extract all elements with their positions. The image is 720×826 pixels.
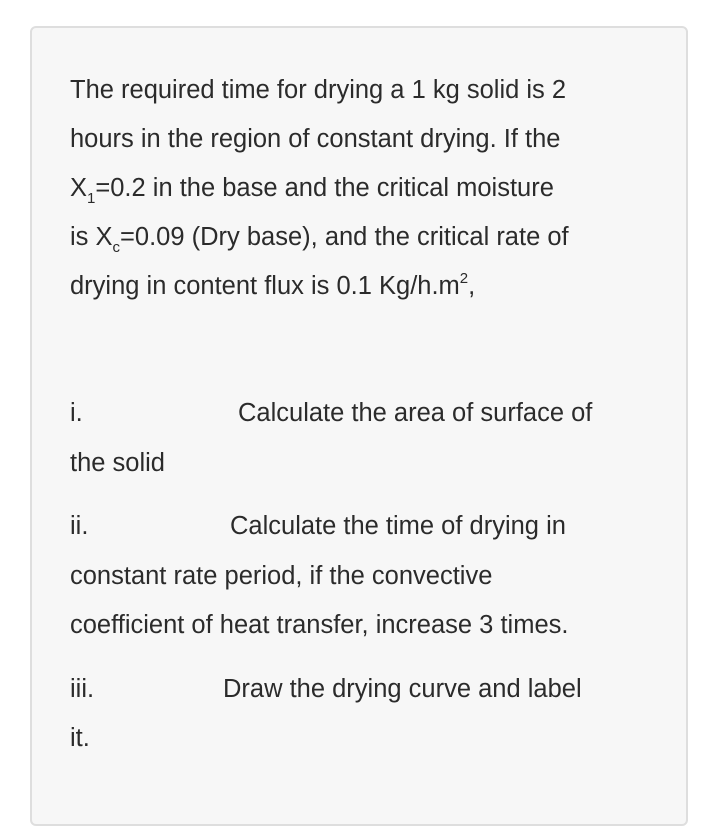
question-card <box>30 26 688 826</box>
problem-line-4 <box>70 213 569 262</box>
task-text-continued: coefficient of heat transfer, increase 3 times. <box>70 611 569 639</box>
task-text-continued: constant rate period, if the convective <box>70 562 493 590</box>
xc-prefix: is X <box>70 223 113 251</box>
problem-line-1: The required time for drying a 1 kg solid is 2 <box>70 76 567 104</box>
task-text-continued: the solid <box>70 449 165 477</box>
task-text: Calculate the area of surface of <box>238 399 593 427</box>
flux-comma: , <box>468 272 476 300</box>
task-marker: i. <box>70 399 83 427</box>
x1-subscript: 1 <box>87 190 96 207</box>
task-marker: ii. <box>70 512 89 540</box>
task-text-continued: it. <box>70 724 90 752</box>
flux-superscript: 2 <box>459 270 469 287</box>
task-text: Draw the drying curve and label <box>223 675 582 703</box>
xc-value-text: =0.09 (Dry base), and the critical rate of <box>120 223 569 251</box>
x1-symbol: X <box>70 174 88 202</box>
problem-line-5 <box>70 262 475 311</box>
x1-value-text: =0.2 in the base and the critical moisture <box>95 174 554 202</box>
problem-line-2: hours in the region of constant drying. If the <box>70 125 561 153</box>
xc-subscript: c <box>112 239 121 256</box>
flux-text: drying in content flux is 0.1 Kg/h.m <box>70 272 460 300</box>
task-text: Calculate the time of drying in <box>230 512 566 540</box>
task-marker: iii. <box>70 675 95 703</box>
problem-line-3 <box>70 164 554 213</box>
